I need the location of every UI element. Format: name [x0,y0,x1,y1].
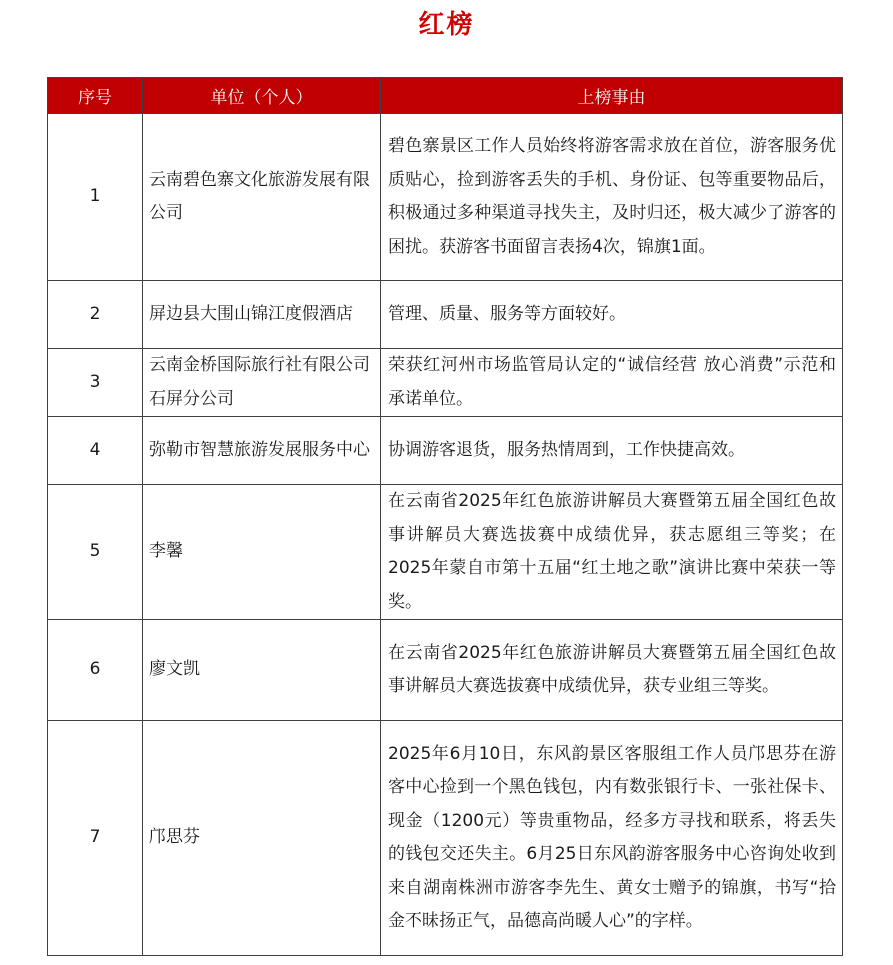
row-reason: 在云南省2025年红色旅游讲解员大赛暨第五届全国红色故事讲解员大赛选拔赛中成绩优异，获专业组三等奖。 [381,620,843,721]
row-reason: 在云南省2025年红色旅游讲解员大赛暨第五届全国红色故事讲解员大赛选拔赛中成绩优异，获志愿组三等奖；在2025年蒙自市第十五届“红土地之歌”演讲比赛中荣获一等奖。 [381,485,843,620]
header-reason: 上榜事由 [381,78,843,114]
row-unit: 李馨 [143,485,381,620]
honor-table [47,77,843,956]
table-row [48,281,843,349]
page-title: 红榜 [418,10,475,40]
row-reason: 协调游客退货，服务热情周到，工作快捷高效。 [381,417,843,485]
row-number: 5 [48,485,143,620]
row-unit: 弥勒市智慧旅游发展服务中心 [143,417,381,485]
row-reason: 2025年6月10日，东风韵景区客服组工作人员邝思芬在游客中心捡到一个黑色钱包，内有数张银行卡、一张社保卡、现金（1200元）等贵重物品，经多方寻找和联系，将丢失的钱包交还失主。6月25日东风韵游客服务中心咨询处收到来自湖南株洲市游客李先生、黄女士赠予的锦旗，书写“拾金不昧扬正气，品德高尚暖人心”的字样。 [381,721,843,956]
row-unit: 邝思芬 [143,721,381,956]
table-row [48,417,843,485]
row-number: 4 [48,417,143,485]
row-number: 7 [48,721,143,956]
row-reason: 荣获红河州市场监管局认定的“诚信经营 放心消费”示范和承诺单位。 [381,349,843,417]
table-row [48,485,843,620]
row-number: 1 [48,114,143,281]
table-row [48,349,843,417]
table-row [48,114,843,281]
header-unit: 单位（个人） [143,78,381,114]
row-number: 3 [48,349,143,417]
row-number: 6 [48,620,143,721]
row-reason: 碧色寨景区工作人员始终将游客需求放在首位，游客服务优质贴心，捡到游客丢失的手机、身份证、包等重要物品后，积极通过多种渠道寻找失主，及时归还，极大减少了游客的困扰。获游客书面留言表扬4次，锦旗1面。 [381,114,843,281]
row-unit: 廖文凯 [143,620,381,721]
table-row [48,620,843,721]
table-row [48,721,843,956]
header-no: 序号 [48,78,143,114]
row-unit: 云南金桥国际旅行社有限公司石屏分公司 [143,349,381,417]
row-number: 2 [48,281,143,349]
row-unit: 云南碧色寨文化旅游发展有限公司 [143,114,381,281]
row-unit: 屏边县大围山锦江度假酒店 [143,281,381,349]
table-header-row [48,78,843,114]
row-reason: 管理、质量、服务等方面较好。 [381,281,843,349]
